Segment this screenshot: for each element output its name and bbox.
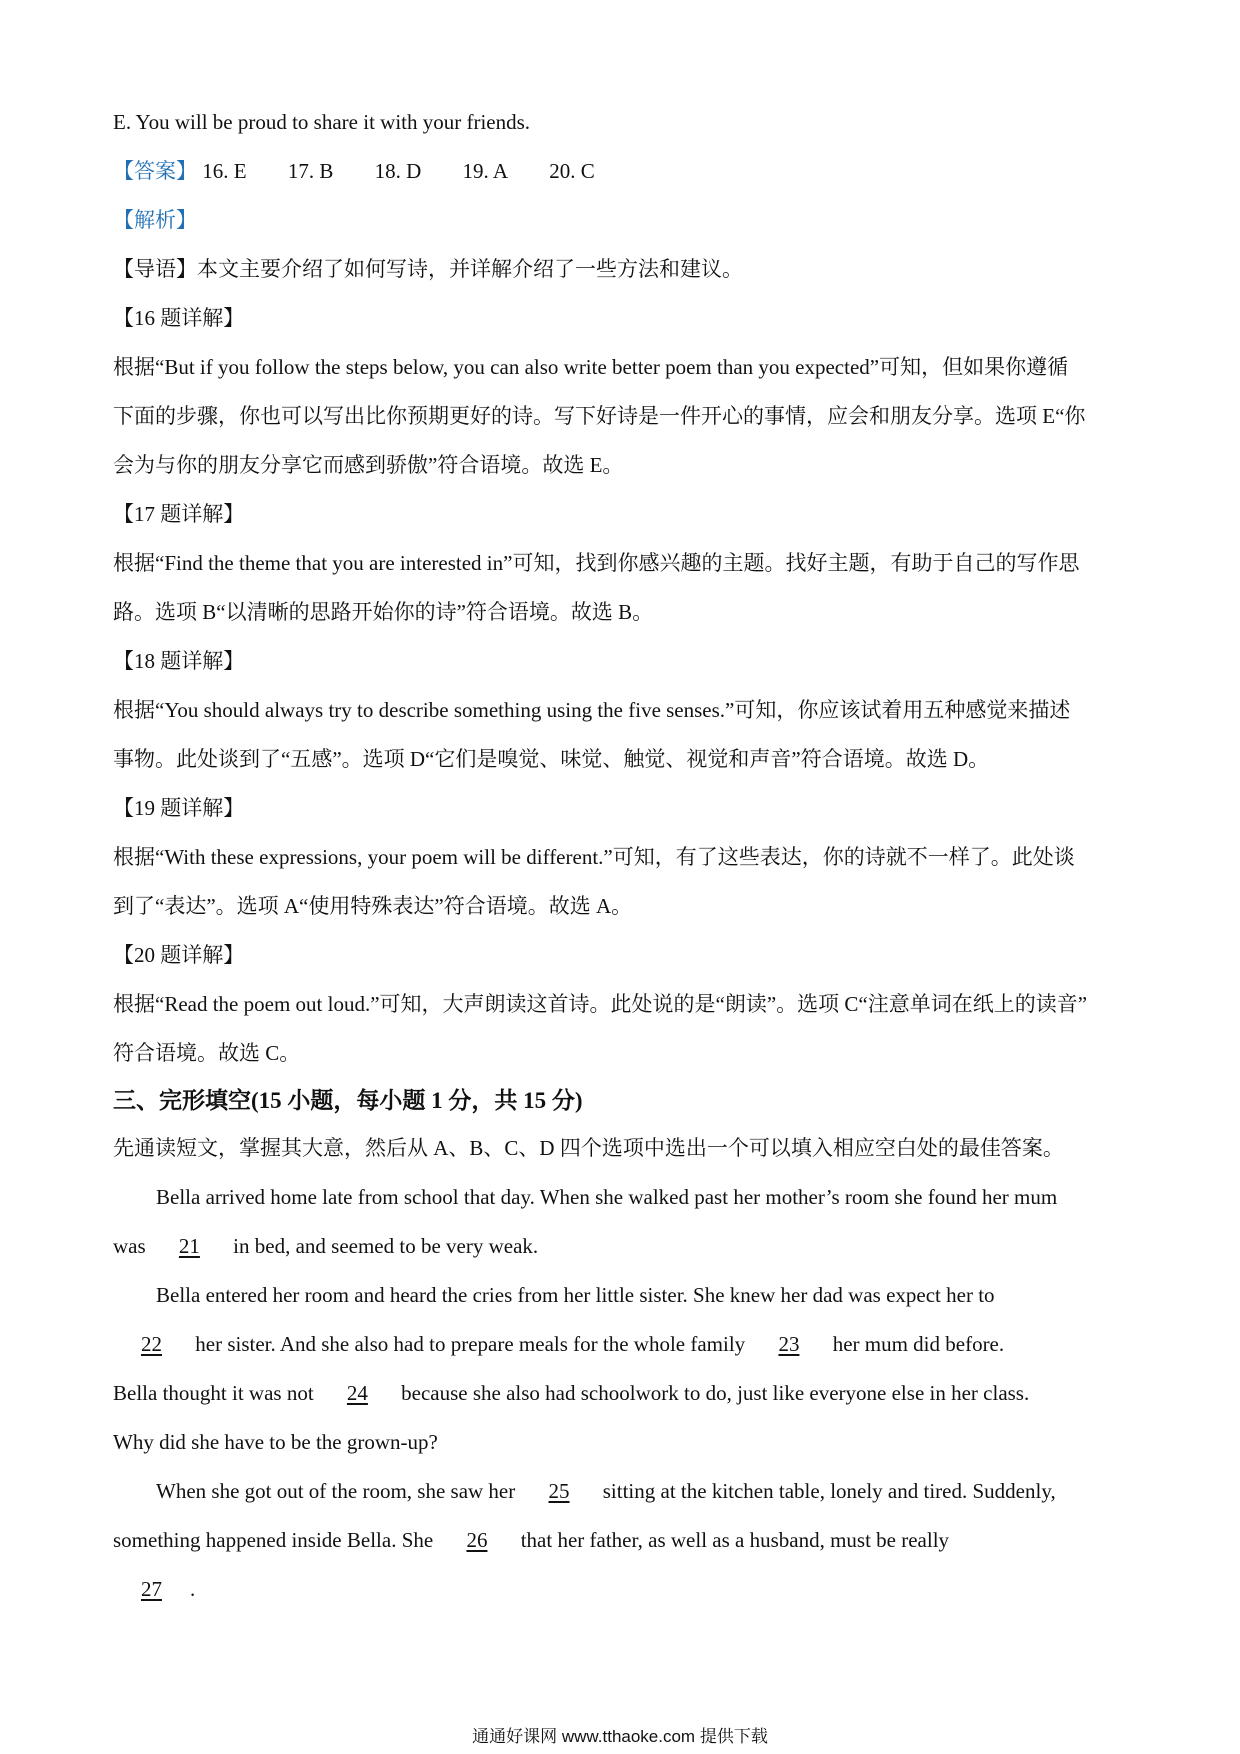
- blank-number: 21: [178, 1234, 200, 1258]
- passage-line: [113, 1565, 1133, 1614]
- answer-item: 18. D: [374, 159, 422, 183]
- detail-16-line: 下面的步骤，你也可以写出比你预期更好的诗。写下好诗是一件开心的事情，应会和朋友分享。选项 E“你: [113, 404, 1086, 428]
- detail-17-line: 路。选项 B“以清晰的思路开始你的诗”符合语境。故选 B。: [113, 600, 654, 624]
- answer-item: 17. B: [287, 159, 334, 183]
- blank-23: [750, 1320, 827, 1369]
- answer-item: 16. E: [202, 159, 247, 183]
- detail-title-20: 【20 题详解】: [113, 943, 245, 967]
- passage-text: that her father, as well as a husband, must be really: [520, 1528, 950, 1552]
- blank-27: [113, 1565, 190, 1614]
- detail-16-line: 根据“But if you follow the steps below, you can also write better poem than you expected”可知，但如果你遵循: [113, 355, 1069, 379]
- blank-22: [113, 1320, 190, 1369]
- answer-label: 【答案】: [113, 159, 197, 183]
- passage-text: was: [113, 1234, 146, 1258]
- passage-line: [113, 1222, 1133, 1271]
- detail-17-line: 根据“Find the theme that you are interested in”可知，找到你感兴趣的主题。找好主题，有助于自己的写作思: [113, 551, 1080, 575]
- blank-26: [438, 1516, 515, 1565]
- passage-line: [113, 1320, 1133, 1369]
- detail-title-17: 【17 题详解】: [113, 502, 245, 526]
- detail-19-line: 根据“With these expressions, your poem will be different.”可知，有了这些表达，你的诗就不一样了。此处谈: [113, 845, 1075, 869]
- page-footer: 通通好课网 www.tthaoke.com 提供下载: [472, 1727, 768, 1746]
- answer-line: [113, 147, 1133, 196]
- detail-title-19: 【19 题详解】: [113, 796, 245, 820]
- blank-number: 25: [548, 1479, 570, 1503]
- blank-number: 22: [141, 1332, 162, 1356]
- detail-title-16: 【16 题详解】: [113, 306, 245, 330]
- passage-text: her mum did before.: [832, 1332, 1005, 1356]
- passage-text: her sister. And she also had to prepare meals for the whole family: [195, 1332, 746, 1356]
- analysis-label: 【解析】: [113, 208, 197, 232]
- detail-title-18: 【18 题详解】: [113, 649, 245, 673]
- passage-line: [113, 1516, 1133, 1565]
- detail-18-line: 根据“You should always try to describe something using the five senses.”可知，你应该试着用五种感觉来描述: [113, 698, 1071, 722]
- section-instruction: 先通读短文，掌握其大意，然后从 A、B、C、D 四个选项中选出一个可以填入相应空白处的最佳答案。: [113, 1136, 1064, 1160]
- passage-line: Why did she have to be the grown-up?: [113, 1430, 438, 1454]
- blank-number: 23: [778, 1332, 800, 1356]
- detail-18-line: 事物。此处谈到了“五感”。选项 D“它们是嗅觉、味觉、触觉、视觉和声音”符合语境。故选 D。: [113, 747, 990, 771]
- passage-text: sitting at the kitchen table, lonely and tired. Suddenly,: [602, 1479, 1056, 1503]
- blank-24: [319, 1369, 396, 1418]
- passage-text: .: [190, 1577, 196, 1601]
- answer-item: 19. A: [462, 159, 509, 183]
- passage-text: When she got out of the room, she saw her: [156, 1479, 516, 1503]
- passage-text: Bella thought it was not: [113, 1381, 314, 1405]
- detail-19-line: 到了“表达”。选项 A“使用特殊表达”符合语境。故选 A。: [113, 894, 633, 918]
- passage-line: Bella arrived home late from school that day. When she walked past her mother’s room she found her mum: [156, 1185, 1058, 1209]
- passage-line: Bella entered her room and heard the cries from her little sister. She knew her dad was expect her to: [156, 1283, 995, 1307]
- blank-number: 27: [141, 1577, 162, 1601]
- blank-number: 26: [466, 1528, 488, 1552]
- document-page: [113, 98, 1133, 1614]
- blank-21: [151, 1222, 228, 1271]
- passage-line: [113, 1369, 1133, 1418]
- blank-number: 24: [346, 1381, 368, 1405]
- passage-text: something happened inside Bella. She: [113, 1528, 434, 1552]
- passage-text: because she also had schoolwork to do, just like everyone else in her class.: [401, 1381, 1030, 1405]
- blank-25: [521, 1467, 598, 1516]
- detail-20-line: 根据“Read the poem out loud.”可知，大声朗读这首诗。此处说的是“朗读”。选项 C“注意单词在纸上的读音”: [113, 992, 1088, 1016]
- passage-text: in bed, and seemed to be very weak.: [233, 1234, 539, 1258]
- guide-text: 【导语】本文主要介绍了如何写诗，并详解介绍了一些方法和建议。: [113, 257, 743, 281]
- passage-line: [113, 1467, 1133, 1516]
- answer-item: 20. C: [549, 159, 595, 183]
- section-title: 三、完形填空(15 小题，每小题 1 分，共 15 分): [113, 1088, 583, 1113]
- detail-16-line: 会为与你的朋友分享它而感到骄傲”符合语境。故选 E。: [113, 453, 624, 477]
- detail-20-line: 符合语境。故选 C。: [113, 1041, 301, 1065]
- option-e-text: E. You will be proud to share it with your friends.: [113, 110, 531, 134]
